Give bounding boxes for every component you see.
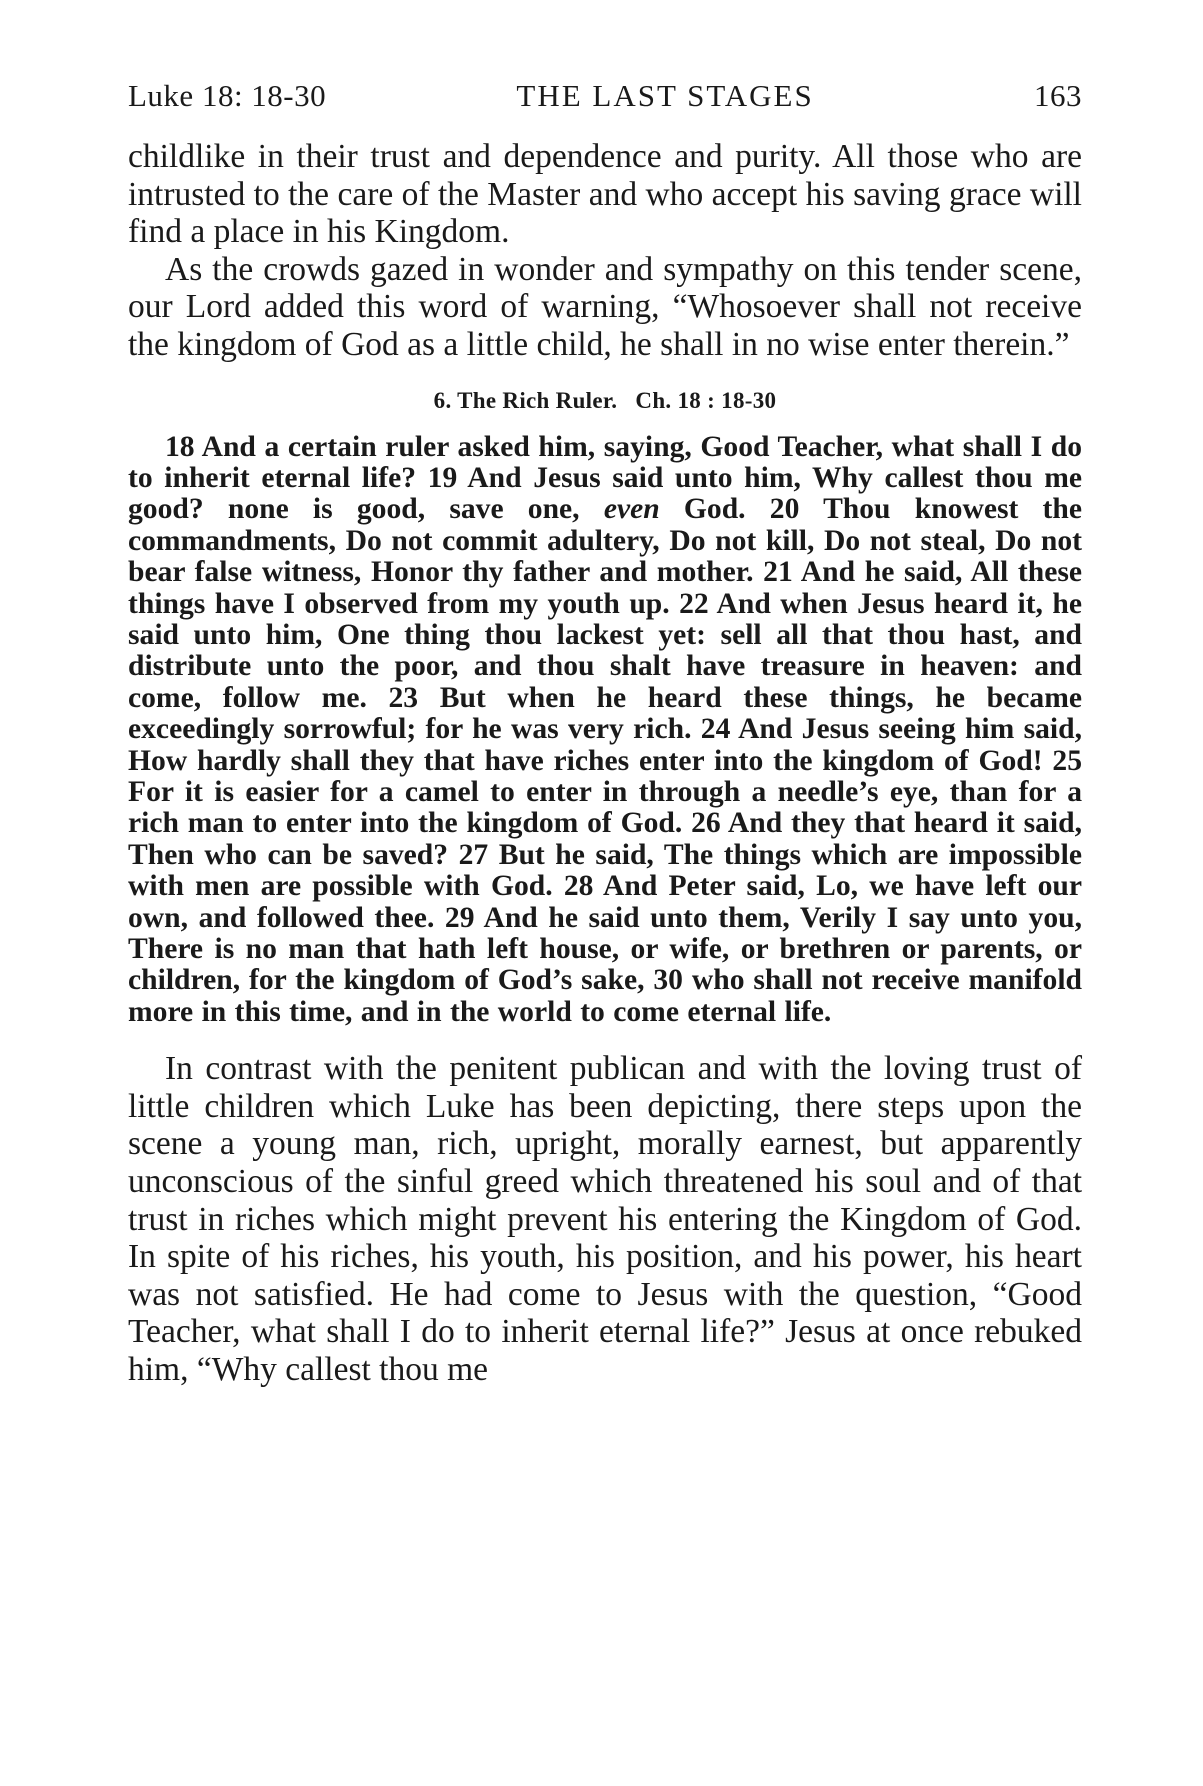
section-heading — [128, 388, 1082, 414]
paragraph-contrast: In contrast with the penitent publican and with the loving trust of little children which Luke has been depicting, there steps upon the scene a young man, rich, upright, morally earnest, but apparently unconscious of the sinful greed which threatened his soul and of that trust in riches which might prevent his entering the Kingdom of God. In spite of his riches, his youth, his position, and his power, his heart was not satisfied. He had come to Jesus with the question, “Good Teacher, what shall I do to inherit eternal life?” Jesus at once rebuked him, “Why callest thou me — [128, 1050, 1082, 1389]
section-title: 6. The Rich Ruler. — [433, 387, 618, 413]
running-header — [128, 78, 1082, 122]
header-title: THE LAST STAGES — [516, 78, 814, 113]
spacer — [128, 1028, 1082, 1050]
paragraph-crowds: As the crowds gazed in wonder and sympathy on this tender scene, our Lord added this word of warning, “Whosoever shall not receive the kingdom of God as a little child, he shall in no wise enter therein.” — [128, 250, 1082, 363]
scripture-part-1: 18 And a certain ruler asked him, saying, Good Teacher, what shall I do to inherit eternal life? 19 And Jesus said unto him, Why callest thou me good? none is good, save one, — [128, 430, 1082, 526]
scripture-passage — [128, 432, 1082, 1029]
book-page — [128, 78, 1082, 1389]
paragraph-childlike: childlike in their trust and dependence and purity. All those who are intrusted to the care of the Master and who accept his saving grace will find a place in his Kingdom. — [128, 138, 1082, 251]
scripture-italic-word: even — [603, 493, 660, 526]
section-reference: Ch. 18 : 18-30 — [635, 387, 777, 413]
page-number: 163 — [1034, 78, 1082, 113]
scripture-part-2: God. 20 Thou knowest the commandments, Do not commit adultery, Do not kill, Do not steal, Do not bear false witness, Honor thy father and mother. 21 And he said, All these things have I observed from my youth up. 22 And when Jesus heard it, he said unto him, One thing thou lackest yet: sell all that thou hast, and distribute unto the poor, and thou shalt have treasure in heaven: and come, follow me. 23 But when he heard these things, he became exceedingly sorrowful; for he was very rich. 24 And Jesus seeing him said, How hardly shall they that have riches enter into the kingdom of God! 25 For it is easier for a camel to enter in through a needle’s eye, than for a rich man to enter into the kingdom of God. 26 And they that heard it said, Then who can be saved? 27 But he said, The things which are impossible with men are possible with God. 28 And Peter said, Lo, we have left our own, and followed thee. 29 And he said unto them, Verily I say unto you, There is no man that hath left house, or wife, or brethren or parents, or children, for the kingdom of God’s sake, 30 who shall not receive manifold more in this time, and in the world to come eternal life. — [128, 493, 1082, 1028]
header-reference: Luke 18: 18-30 — [128, 78, 327, 113]
